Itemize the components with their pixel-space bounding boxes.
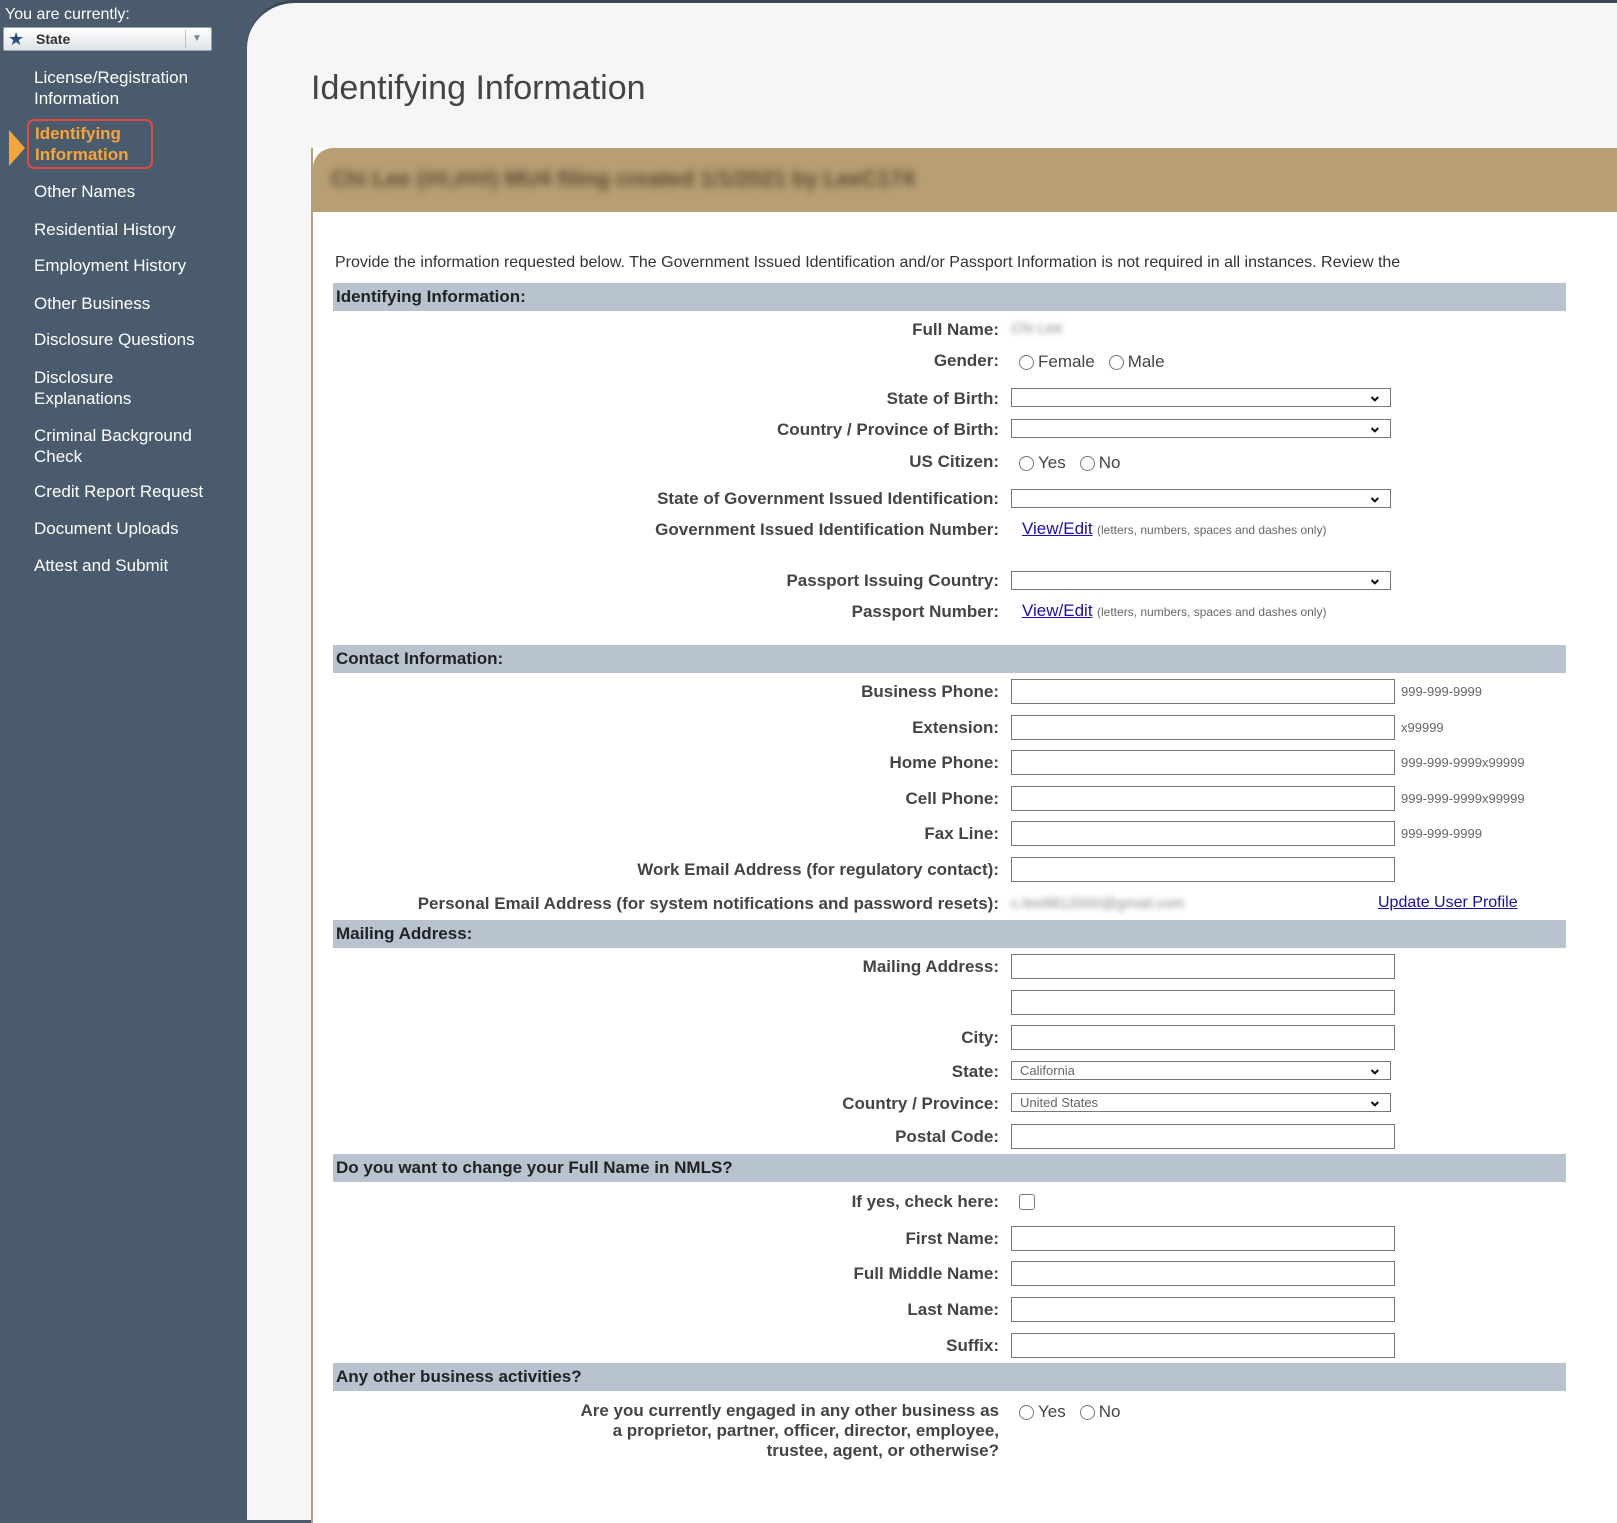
gender-label: Gender:	[933, 351, 999, 370]
state-gov-id-select[interactable]	[1011, 489, 1391, 508]
gender-female-label: Female	[1038, 352, 1095, 371]
gov-id-number-label: Government Issued Identification Number:	[655, 520, 999, 539]
filing-banner-text: Chi Lee (##,###) MU4 filing created 1/1/2021 by LeeC174	[331, 166, 915, 191]
last-name-input[interactable]	[1011, 1297, 1395, 1322]
chevron-down-icon: ⌄	[1367, 1059, 1382, 1078]
us-citizen-yes-radio[interactable]	[1019, 456, 1034, 471]
state-gov-id-label: State of Government Issued Identification:	[657, 489, 999, 508]
country-province-select[interactable]	[1011, 1093, 1391, 1112]
chevron-down-icon: ⌄	[1367, 1091, 1382, 1110]
other-business-question	[580, 1401, 999, 1461]
section-mailing-address: Mailing Address:	[333, 920, 1566, 948]
home-phone-hint: 999-999-9999x99999	[1401, 755, 1525, 770]
sidebar-item-disclosure-explanations[interactable]: Disclosure Explanations	[34, 368, 132, 408]
passport-view-edit-link[interactable]: View/Edit	[1022, 601, 1093, 620]
state-of-birth-label: State of Birth:	[886, 389, 999, 408]
change-name-check-label: If yes, check here:	[851, 1192, 999, 1211]
filing-banner	[313, 148, 1617, 212]
chevron-down-icon: ⌄	[1367, 417, 1382, 436]
passport-number-label: Passport Number:	[851, 602, 999, 621]
gov-id-view-edit-link[interactable]: View/Edit	[1022, 519, 1093, 538]
fax-line-hint: 999-999-9999	[1401, 826, 1482, 841]
other-business-no-radio[interactable]	[1080, 1405, 1095, 1420]
postal-code-label: Postal Code:	[895, 1127, 999, 1146]
cell-phone-input[interactable]	[1011, 786, 1395, 811]
work-email-input[interactable]	[1011, 857, 1395, 882]
first-name-label: First Name:	[905, 1229, 999, 1248]
country-of-birth-label: Country / Province of Birth:	[777, 420, 999, 439]
cell-phone-hint: 999-999-9999x99999	[1401, 791, 1525, 806]
gov-id-hint: (letters, numbers, spaces and dashes only)	[1097, 523, 1327, 537]
sidebar-item-criminal-background-check[interactable]: Criminal Background Check	[34, 426, 192, 466]
full-middle-name-label: Full Middle Name:	[853, 1264, 999, 1283]
other-business-no-label: No	[1098, 1402, 1121, 1421]
business-phone-hint: 999-999-9999	[1401, 684, 1482, 699]
chevron-down-icon[interactable]: ▼	[185, 30, 208, 48]
personal-email-label: Personal Email Address (for system notifications and password resets):	[417, 894, 999, 913]
full-middle-name-input[interactable]	[1011, 1261, 1395, 1286]
country-province-select-value: United States	[1020, 1095, 1099, 1110]
city-label: City:	[961, 1028, 999, 1047]
full-name-value: Chi Lee	[1011, 320, 1063, 337]
home-phone-label: Home Phone:	[889, 753, 999, 772]
other-business-question-line1: Are you currently engaged in any other business as	[580, 1401, 999, 1420]
section-contact-information: Contact Information:	[333, 645, 1566, 673]
us-citizen-yes-label: Yes	[1038, 453, 1066, 472]
other-business-yes-radio[interactable]	[1019, 1405, 1034, 1420]
sidebar-item-credit-report-request[interactable]: Credit Report Request	[34, 482, 204, 501]
section-other-business: Any other business activities?	[333, 1363, 1566, 1391]
chevron-down-icon: ⌄	[1367, 487, 1382, 506]
state-of-birth-select[interactable]	[1011, 388, 1391, 407]
sidebar-item-employment-history[interactable]: Employment History	[34, 256, 187, 275]
us-citizen-no-label: No	[1098, 453, 1121, 472]
form-panel	[311, 148, 1617, 1523]
other-business-question-line2: a proprietor, partner, officer, director, employee,	[612, 1421, 999, 1440]
fax-line-input[interactable]	[1011, 821, 1395, 846]
business-phone-input[interactable]	[1011, 679, 1395, 704]
us-citizen-label: US Citizen:	[909, 452, 999, 471]
extension-label: Extension:	[912, 718, 999, 737]
full-name-label: Full Name:	[912, 320, 999, 339]
gender-male-label: Male	[1127, 352, 1165, 371]
personal-email-value: c.lee9812000@gmail.com	[1011, 895, 1185, 912]
star-icon: ★	[8, 29, 25, 49]
passport-hint: (letters, numbers, spaces and dashes only)	[1097, 605, 1327, 619]
other-business-question-line3: trustee, agent, or otherwise?	[766, 1441, 999, 1460]
role-selector[interactable]	[3, 27, 212, 51]
passport-country-label: Passport Issuing Country:	[786, 571, 999, 590]
suffix-label: Suffix:	[946, 1336, 999, 1355]
main-content	[247, 0, 1617, 1520]
sidebar-item-attest-and-submit[interactable]: Attest and Submit	[34, 556, 169, 575]
state-select-value: California	[1020, 1063, 1075, 1078]
postal-code-input[interactable]	[1011, 1124, 1395, 1149]
home-phone-input[interactable]	[1011, 750, 1395, 775]
fax-line-label: Fax Line:	[924, 824, 999, 843]
first-name-input[interactable]	[1011, 1226, 1395, 1251]
sidebar-item-license-registration[interactable]: License/Registration Information	[34, 68, 189, 108]
page-title: Identifying Information	[311, 69, 646, 107]
active-arrow-icon	[9, 130, 25, 166]
chevron-down-icon: ⌄	[1367, 569, 1382, 588]
extension-hint: x99999	[1401, 720, 1444, 735]
role-caption: You are currently:	[5, 6, 130, 23]
mailing-address-label: Mailing Address:	[862, 957, 999, 976]
gender-male-radio[interactable]	[1109, 355, 1124, 370]
last-name-label: Last Name:	[907, 1300, 999, 1319]
us-citizen-no-radio[interactable]	[1080, 456, 1095, 471]
extension-input[interactable]	[1011, 715, 1395, 740]
role-value: State	[36, 31, 71, 47]
suffix-input[interactable]	[1011, 1333, 1395, 1358]
other-business-yes-label: Yes	[1038, 1402, 1066, 1421]
work-email-label: Work Email Address (for regulatory contact):	[637, 860, 999, 879]
sidebar-item-residential-history[interactable]: Residential History	[34, 220, 176, 239]
business-phone-label: Business Phone:	[861, 682, 999, 701]
sidebar-item-other-names[interactable]: Other Names	[34, 182, 136, 201]
sidebar-item-other-business[interactable]: Other Business	[34, 294, 151, 313]
section-identifying-information: Identifying Information:	[333, 283, 1566, 311]
sidebar-item-identifying-information[interactable]: Identifying Information	[27, 119, 153, 169]
chevron-down-icon: ⌄	[1367, 386, 1382, 405]
sidebar	[0, 0, 247, 1520]
state-select[interactable]	[1011, 1061, 1391, 1080]
mailing-address-line2-input[interactable]	[1011, 990, 1395, 1015]
cell-phone-label: Cell Phone:	[905, 789, 999, 808]
country-of-birth-select[interactable]	[1011, 419, 1391, 438]
intro-text: Provide the information requested below. The Government Issued Identification and/or Passport Information is not required in all instances. Review the	[335, 254, 1401, 271]
country-province-label: Country / Province:	[842, 1094, 999, 1113]
mailing-address-line1-input[interactable]	[1011, 954, 1395, 979]
state-label: State:	[951, 1062, 999, 1081]
update-user-profile-link[interactable]: Update User Profile	[1378, 894, 1518, 911]
sidebar-item-document-uploads[interactable]: Document Uploads	[34, 519, 179, 538]
section-change-full-name: Do you want to change your Full Name in NMLS?	[333, 1154, 1566, 1182]
city-input[interactable]	[1011, 1025, 1395, 1050]
passport-country-select[interactable]	[1011, 571, 1391, 590]
gender-female-radio[interactable]	[1019, 355, 1034, 370]
sidebar-item-disclosure-questions[interactable]: Disclosure Questions	[34, 330, 195, 349]
change-name-checkbox[interactable]	[1019, 1194, 1035, 1210]
